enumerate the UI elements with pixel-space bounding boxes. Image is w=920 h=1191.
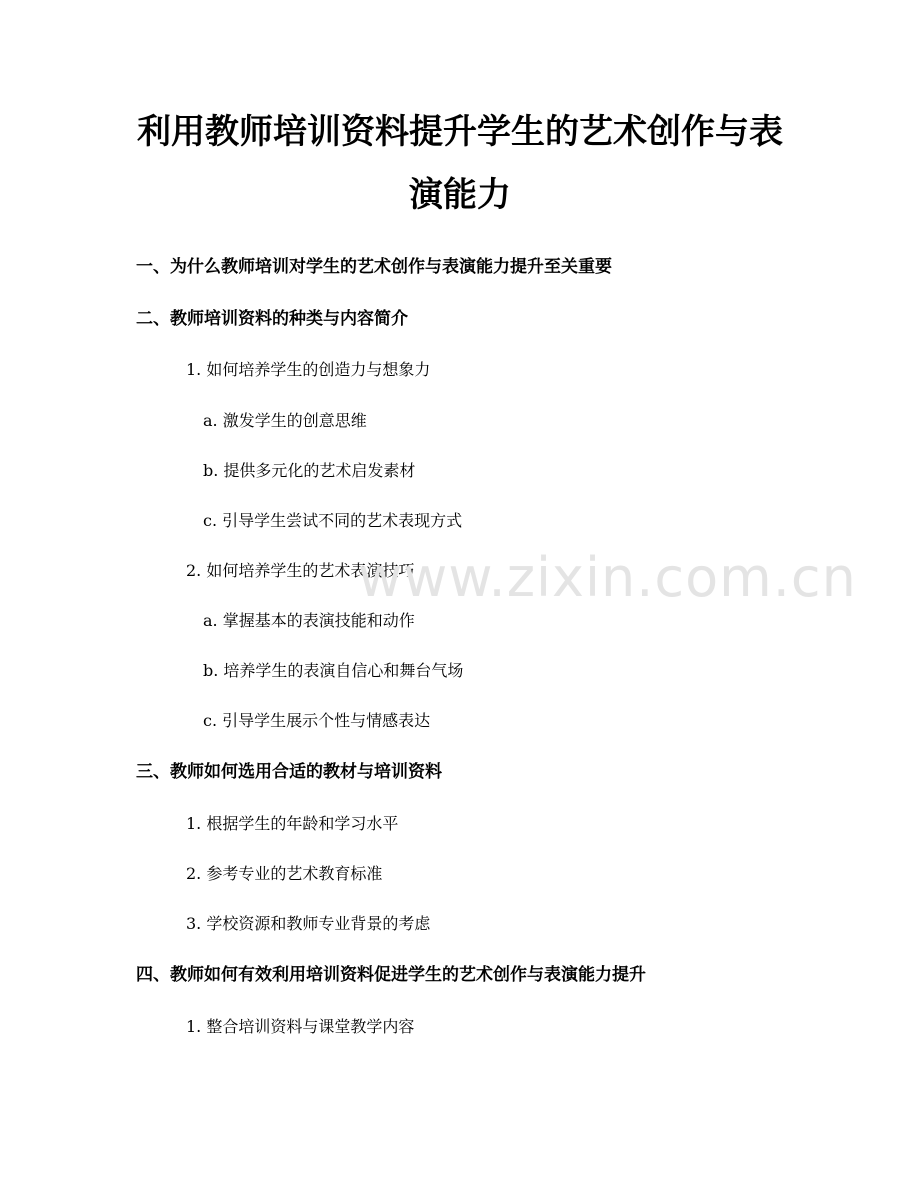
sub-list-item: a. 激发学生的创意思维 bbox=[203, 411, 367, 430]
list-item: 1. 如何培养学生的创造力与想象力 bbox=[186, 360, 431, 379]
sub-list-item: b. 培养学生的表演自信心和舞台气场 bbox=[203, 661, 464, 680]
sub-list-item: c. 引导学生展示个性与情感表达 bbox=[203, 711, 431, 730]
list-item: 1. 整合培训资料与课堂教学内容 bbox=[186, 1017, 415, 1036]
section-heading-2: 二、教师培训资料的种类与内容简介 bbox=[136, 309, 408, 329]
sub-list-item: c. 引导学生尝试不同的艺术表现方式 bbox=[203, 511, 463, 530]
list-item: 1. 根据学生的年龄和学习水平 bbox=[186, 814, 399, 833]
document-title-line-1: 利用教师培训资料提升学生的艺术创作与表 bbox=[137, 112, 783, 152]
watermark-logo: www.zixin.com.cn bbox=[358, 546, 857, 609]
list-item: 2. 如何培养学生的艺术表演技巧 bbox=[186, 561, 415, 580]
section-heading-1: 一、为什么教师培训对学生的艺术创作与表演能力提升至关重要 bbox=[136, 257, 612, 277]
section-heading-4: 四、教师如何有效利用培训资料促进学生的艺术创作与表演能力提升 bbox=[136, 965, 646, 985]
list-item: 2. 参考专业的艺术教育标准 bbox=[186, 864, 383, 883]
section-heading-3: 三、教师如何选用合适的教材与培训资料 bbox=[136, 762, 442, 782]
sub-list-item: b. 提供多元化的艺术启发素材 bbox=[203, 461, 416, 480]
sub-list-item: a. 掌握基本的表演技能和动作 bbox=[203, 611, 415, 630]
list-item: 3. 学校资源和教师专业背景的考虑 bbox=[186, 914, 431, 933]
document-title-line-2: 演能力 bbox=[409, 175, 511, 215]
